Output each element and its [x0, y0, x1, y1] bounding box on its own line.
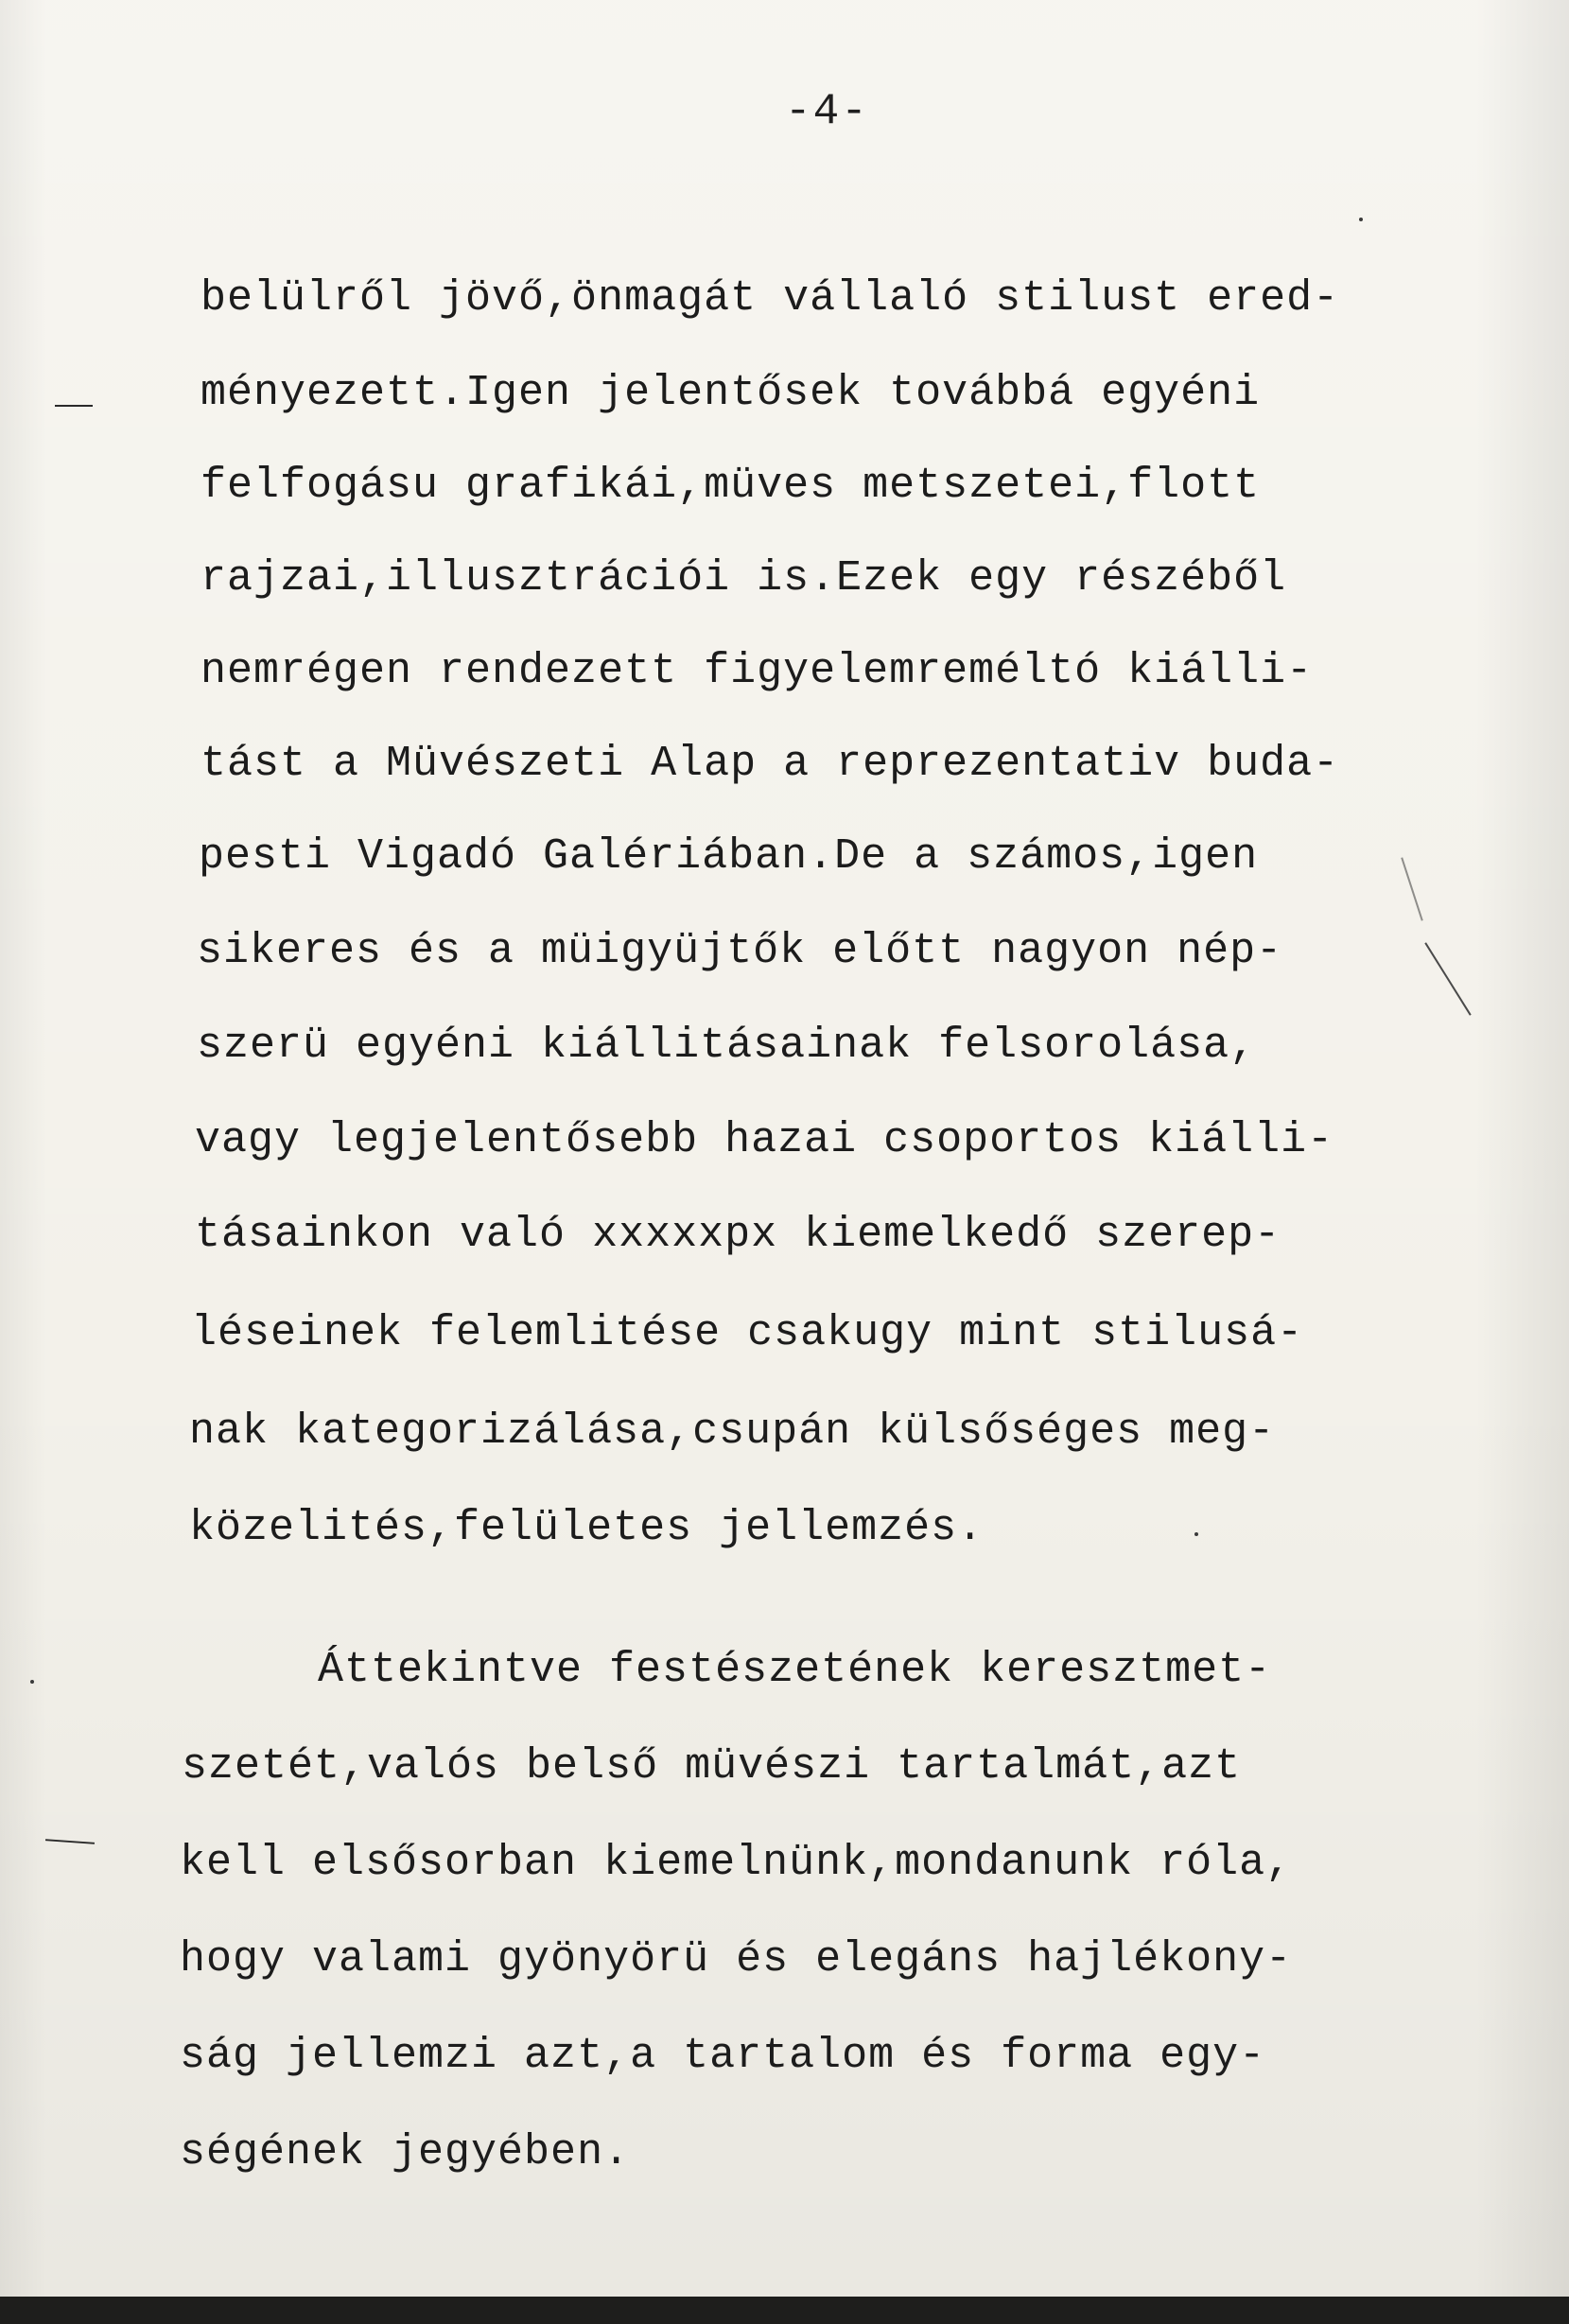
text-line: szetét,valós belső müvészi tartalmát,azt [182, 1742, 1242, 1791]
text-line: ségének jegyében. [180, 2128, 631, 2176]
margin-dash-mark [45, 1839, 95, 1844]
text-line: vagy legjelentősebb hazai csoportos kiálli- [195, 1116, 1334, 1164]
text-line: Áttekintve festészetének keresztmet- [318, 1646, 1272, 1694]
text-line: felfogásu grafikái,müves metszetei,flott [200, 462, 1261, 510]
stray-pencil-stroke [1424, 942, 1471, 1015]
text-line: szerü egyéni kiállitásainak felsorolása, [197, 1022, 1257, 1070]
page-number: -4- [785, 87, 869, 136]
text-line: közelités,felületes jellemzés. [189, 1504, 985, 1552]
text-line: ság jellemzi azt,a tartalom és forma egy- [180, 2032, 1266, 2080]
text-line: nak kategorizálása,csupán külsőséges meg- [189, 1407, 1276, 1456]
text-line: belülről jövő,önmagát vállaló stilust ered- [200, 274, 1340, 323]
text-line: kell elsősorban kiemelnünk,mondanunk róla, [180, 1839, 1293, 1887]
paper-speck [1359, 218, 1363, 221]
text-line: rajzai,illusztrációi is.Ezek egy részéből [200, 554, 1287, 603]
text-line: hogy valami gyönyörü és elegáns hajlékony- [180, 1935, 1293, 1983]
stray-pencil-stroke [1401, 857, 1423, 920]
text-line: sikeres és a müigyüjtők előtt nagyon nép- [197, 927, 1283, 975]
paper-speck [1194, 1532, 1198, 1536]
text-line: ményezett.Igen jelentősek továbbá egyéni [200, 369, 1261, 417]
margin-dash-mark [55, 405, 93, 407]
text-line: pesti Vigadó Galériában.De a számos,igen [199, 832, 1259, 881]
paper-speck [30, 1680, 34, 1684]
text-line: léseinek felemlitése csakugy mint stilusá- [191, 1309, 1304, 1357]
text-line: tást a Müvészeti Alap a reprezentativ buda- [200, 740, 1340, 788]
text-line: tásainkon való xxxxxpx kiemelkedő szerep- [195, 1211, 1281, 1259]
scan-bottom-edge [0, 2297, 1569, 2324]
text-line: nemrégen rendezett figyelemreméltó kiálli- [200, 647, 1314, 695]
